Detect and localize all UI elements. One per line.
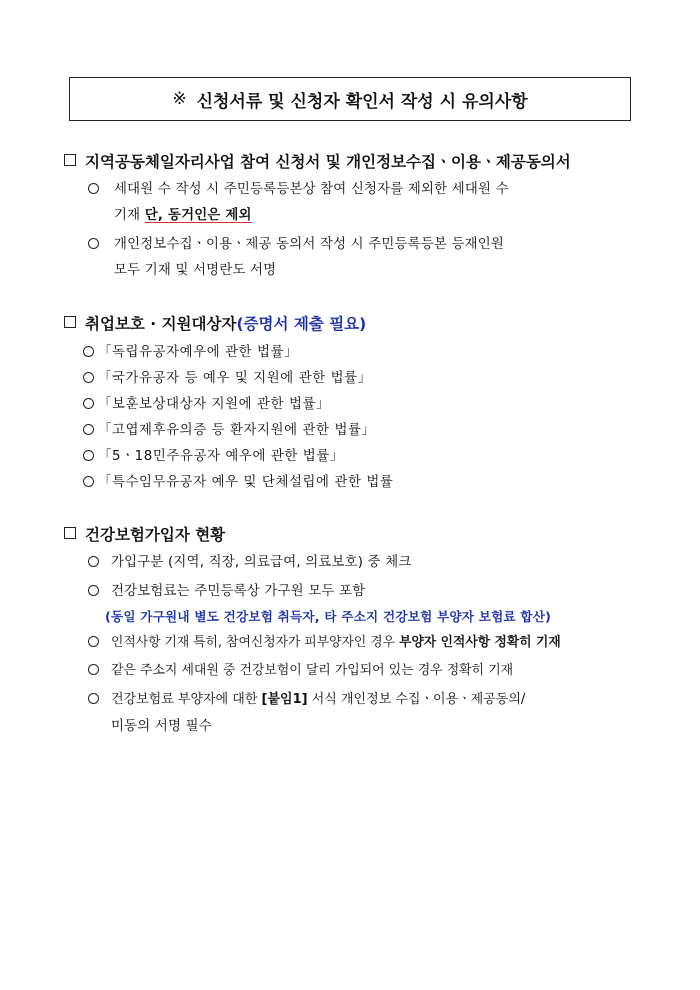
section1-item1-line2: 기재 단, 동거인은 제외 <box>114 208 252 223</box>
square-bullet-icon <box>64 316 76 328</box>
circle-bullet-icon <box>88 693 99 704</box>
cohabitant-exclusion-note: 단, 동거인은 제외 <box>144 208 252 223</box>
law-item: 「5ㆍ18민주유공자 예우에 관한 법률」 <box>98 449 344 464</box>
section3-item3: 인적사항 기재 특히, 참여신청자가 피부양자인 경우 부양자 인적사항 정확히 기재 <box>111 635 561 650</box>
law-item: 「국가유공자 등 예우 및 지원에 관한 법률」 <box>98 371 372 386</box>
section2-heading: 취업보호 · 지원대상자(증명서 제출 필요) <box>64 312 366 334</box>
circle-bullet-icon <box>83 476 94 487</box>
section3-item2: 건강보험료는 주민등록상 가구원 모두 포함 <box>111 584 366 599</box>
section1-heading: 지역공동체일자리사업 참여 신청서 및 개인정보수집ㆍ이용ㆍ제공동의서 <box>64 150 571 172</box>
circle-bullet-icon <box>83 346 94 357</box>
circle-bullet-icon <box>83 424 94 435</box>
circle-bullet-icon <box>83 450 94 461</box>
reference-mark: ※ <box>172 89 187 109</box>
section3-heading: 건강보험가입자 현황 <box>64 523 225 545</box>
section3-item4: 같은 주소지 세대원 중 건강보험이 달리 가입되어 있는 경우 정확히 기재 <box>111 663 514 678</box>
circle-bullet-icon <box>88 183 99 194</box>
section1-item2-line1: 개인정보수집ㆍ이용ㆍ제공 동의서 작성 시 주민등록등본 등재인원 <box>114 237 505 252</box>
section3-item5-line2: 미동의 서명 필수 <box>111 719 212 734</box>
circle-bullet-icon <box>88 636 99 647</box>
circle-bullet-icon <box>88 238 99 249</box>
section1-item1-line1: 세대원 수 작성 시 주민등록등본상 참여 신청자를 제외한 세대원 수 <box>114 182 509 197</box>
square-bullet-icon <box>64 527 76 539</box>
square-bullet-icon <box>64 154 76 166</box>
circle-bullet-icon <box>83 398 94 409</box>
circle-bullet-icon <box>88 556 99 567</box>
section3-item2-note: (동일 가구원내 별도 건강보험 취득자, 타 주소지 건강보험 부양자 보험료 합산) <box>105 609 552 624</box>
law-item: 「보훈보상대상자 지원에 관한 법률」 <box>98 397 331 412</box>
circle-bullet-icon <box>88 585 99 596</box>
section3-item5-line1: 건강보험료 부양자에 대한 [붙임1] 서식 개인정보 수집ㆍ이용ㆍ제공동의/ <box>111 692 526 707</box>
circle-bullet-icon <box>88 664 99 675</box>
circle-bullet-icon <box>83 372 94 383</box>
law-item: 「고엽제후유의증 등 환자지원에 관한 법률」 <box>98 423 376 438</box>
document-title <box>69 77 631 121</box>
law-item: 「독립유공자예우에 관한 법률」 <box>98 345 299 360</box>
certificate-required-note: (증명서 제출 필요) <box>236 315 367 333</box>
title-text: 신청서류 및 신청자 확인서 작성 시 유의사항 <box>196 91 528 112</box>
section3-item1: 가입구분 (지역, 직장, 의료급여, 의료보호) 중 체크 <box>111 555 412 570</box>
section1-item2-line2: 모두 기재 및 서명란도 서명 <box>114 263 277 278</box>
law-item: 「특수임무유공자 예우 및 단체설립에 관한 법률 <box>98 475 394 490</box>
